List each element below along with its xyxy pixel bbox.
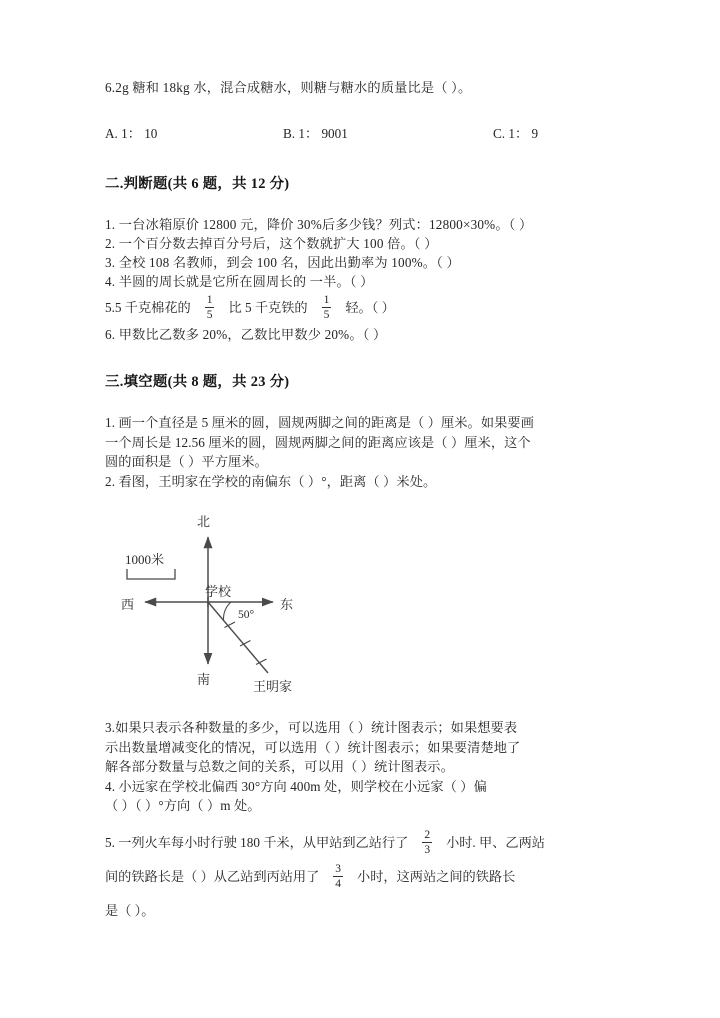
compass-label-west: 西 — [121, 597, 135, 612]
fill-blank-item-4 — [105, 777, 625, 816]
compass-label-angle-50deg: 50° — [238, 609, 255, 621]
tf5-middle: 比 5 千克铁的 — [228, 300, 308, 315]
compass-label-target-wangming-home: 王明家 — [253, 679, 293, 694]
true-false-item-6: 6. 甲数比乙数多 20%，乙数比甲数少 20%。（ ） — [105, 327, 387, 342]
section-heading-fill-blank: 三.填空题(共 8 题，共 23 分) — [105, 374, 290, 390]
fb5-line-3: 是（ ）。 — [105, 902, 155, 918]
tf5-prefix: 5.5 千克棉花的 — [105, 300, 191, 315]
scale-bar-bracket — [127, 569, 175, 579]
choice-options-row — [105, 123, 625, 142]
worksheet-content — [105, 78, 625, 928]
fb5-line1-suffix: 小时. 甲、乙两站 — [446, 834, 545, 850]
fb5-line1-prefix: 5. 一列火车每小时行驶 180 千米，从甲站到乙站行了 — [105, 834, 409, 850]
choice-option-a[interactable]: A. 1： 10 — [105, 126, 158, 141]
fraction-denominator: 5 — [206, 309, 213, 322]
fraction-bar — [422, 842, 432, 843]
fill-blank-item-2 — [105, 472, 625, 492]
compass-label-east: 东 — [280, 597, 294, 612]
fill-blank-item-5 — [105, 826, 625, 928]
true-false-item-3: 3. 全校 108 名教师，到会 100 名，因此出勤率为 100%。（ ） — [105, 255, 460, 270]
fb3-line-2: 示出数量增减变化的情况，可以选用（ ）统计图表示；如果要清楚地了 — [105, 739, 521, 755]
choice-option-c[interactable]: C. 1： 9 — [493, 126, 539, 141]
fraction-numerator: 1 — [323, 294, 330, 307]
fb4-line-2: （ ）（ ）°方向（ ）m 处。 — [105, 798, 261, 813]
fraction-two-thirds — [422, 829, 432, 856]
fb5-line2-prefix: 间的铁路长是（ ）从乙站到丙站用了 — [105, 868, 320, 884]
fill-blank-item-3 — [105, 718, 625, 777]
true-false-item-1: 1. 一台冰箱原价 12800 元，降价 30%后多少钱？列式：12800×30%。（ ） — [105, 217, 533, 232]
fraction-three-quarters — [333, 863, 343, 890]
compass-label-south: 南 — [197, 672, 211, 687]
true-false-item-4: 4. 半圆的周长就是它所在圆周长的 一半。（ ） — [105, 274, 374, 289]
fraction-bar — [322, 307, 332, 308]
fb1-line-1: 1. 画一个直径是 5 厘米的圆，圆规两脚之间的距离是（ ）厘米。如果要画 — [105, 415, 534, 430]
compass-label-north: 北 — [197, 514, 211, 529]
fb4-line-1: 4. 小远家在学校北偏西 30°方向 400m 处，则学校在小远家（ ）偏 — [105, 778, 487, 794]
choice-option-b[interactable]: B. 1： 9001 — [283, 126, 348, 141]
fraction-denominator: 5 — [323, 309, 330, 322]
fraction-numerator: 2 — [424, 828, 431, 841]
fraction-bar — [333, 876, 343, 877]
fraction-bar — [205, 307, 215, 308]
true-false-item-5 — [105, 291, 625, 325]
true-false-item-2: 2. 一个百分数去掉百分号后，这个数就扩大 100 倍。（ ） — [105, 236, 438, 251]
fraction-numerator: 3 — [335, 862, 342, 875]
compass-label-origin-school: 学校 — [205, 584, 232, 599]
fb1-line-2: 一个周长是 12.56 厘米的圆，圆规两脚之间的距离应该是（ ）厘米，这个 — [105, 434, 531, 450]
fraction-one-fifth-b — [322, 294, 332, 321]
section-heading-true-false: 二.判断题(共 6 题，共 12 分) — [105, 176, 290, 192]
choice-question-stem: 6.2g 糖和 18kg 水，混合成糖水，则糖与糖水的质量比是（ ）。 — [105, 80, 472, 95]
fb2-line-1: 2. 看图，王明家在学校的南偏东（ ）°，距离（ ）米处。 — [105, 473, 437, 489]
fb3-line-1: 3.如果只表示各种数量的多少，可以选用（ ）统计图表示；如果想要表 — [105, 720, 518, 735]
fill-blank-item-1 — [105, 413, 625, 472]
angle-arc-50 — [223, 602, 231, 620]
fraction-one-fifth-a — [205, 294, 215, 321]
compass-direction-diagram — [113, 509, 443, 704]
tf5-suffix: 轻。（ ） — [345, 300, 395, 315]
fb5-line2-suffix: 小时，这两站之间的铁路长 — [357, 868, 516, 884]
compass-diagram-svg — [113, 509, 443, 704]
fraction-denominator: 3 — [424, 843, 431, 856]
compass-scale-label: 1000米 — [125, 552, 165, 567]
fb1-line-3: 圆的面积是（ ）平方厘米。 — [105, 454, 268, 469]
fb5-line-2 — [105, 860, 625, 894]
fraction-denominator: 4 — [335, 877, 342, 890]
fraction-numerator: 1 — [206, 294, 213, 307]
fb3-line-3: 解各部分数量与总数之间的关系，可以用（ ）统计图表示。 — [105, 759, 454, 774]
fb5-line-1 — [105, 826, 625, 860]
